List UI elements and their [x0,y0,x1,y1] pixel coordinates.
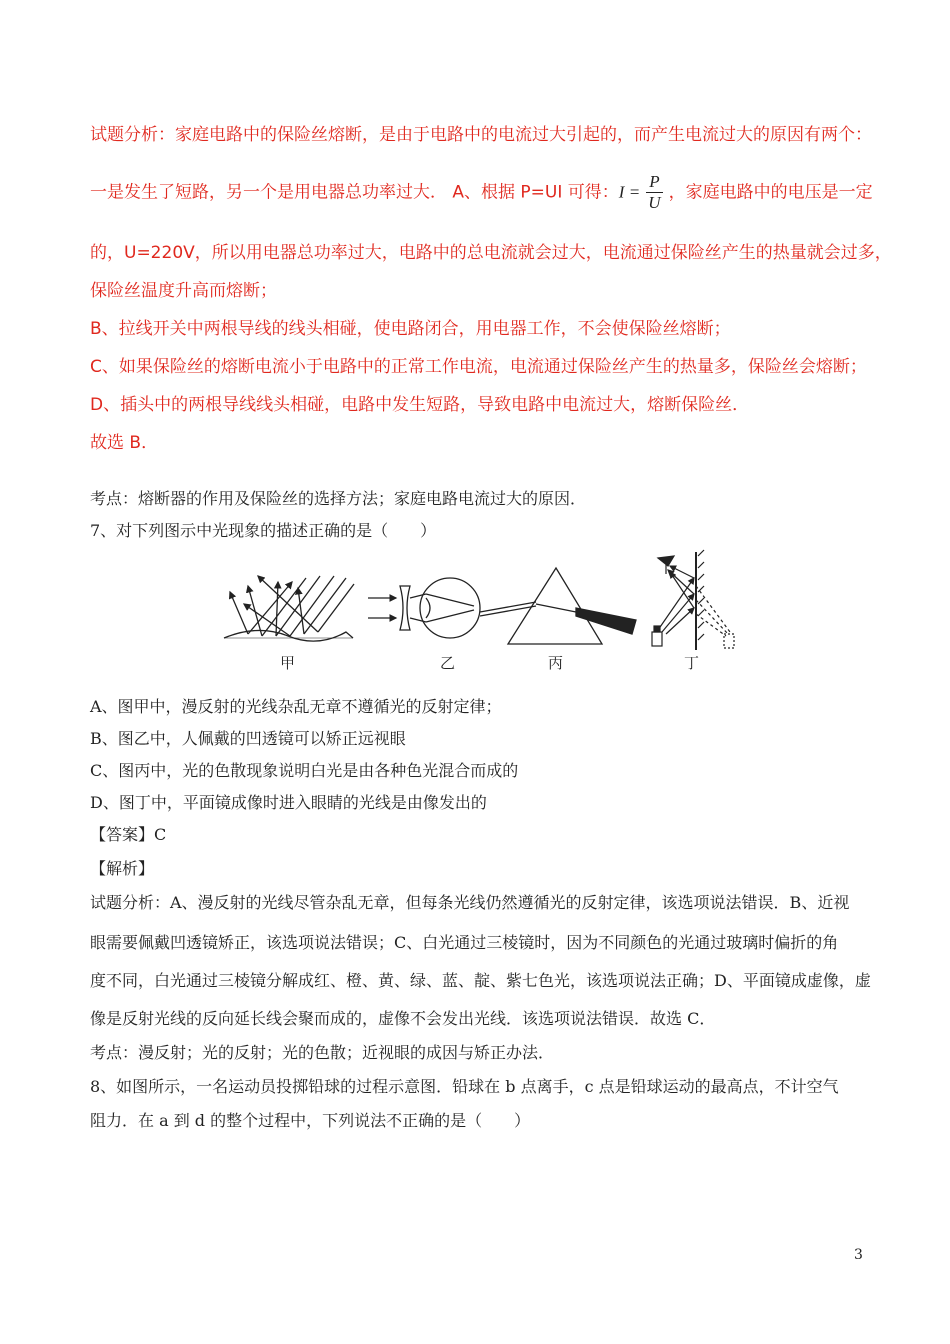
formula-fraction [646,172,662,213]
figure-bing [480,568,636,644]
q7-kaodian: 考点：漫反射；光的反射；光的色散；近视眼的成因与矫正办法． [90,1043,555,1062]
q7-option-b: B、图乙中，人佩戴的凹透镜可以矫正远视眼 [90,729,406,748]
analysis-line-6: C、如果保险丝的熔断电流小于电路中的正常工作电流，电流通过保险丝产生的热量多，保险丝会熔断； [90,357,867,377]
q7-analysis-line-2: 眼需要佩戴凹透镜矫正，该选项说法错误；C、白光通过三棱镜时，因为不同颜色的光通过玻璃时偏折的角 [90,933,839,952]
q7-option-d: D、图丁中，平面镜成像时进入眼睛的光线是由像发出的 [90,793,487,812]
fig-label-ding: 丁 [684,654,700,671]
analysis-line-5: B、拉线开关中两根导线的线头相碰，使电路闭合，用电器工作，不会使保险丝熔断； [90,319,731,339]
q7-analysis-line-4: 像是反射光线的反向延长线会聚而成的，虚像不会发出光线．该选项说法错误．故选 C． [90,1009,716,1028]
page-number: 3 [854,1247,863,1263]
q7-option-c: C、图丙中，光的色散现象说明白光是由各种色光混合而成的 [90,761,519,780]
analysis-line-1: 试题分析：家庭电路中的保险丝熔断，是由于电路中的电流过大引起的，而产生电流过大的原因有两个： [90,125,872,145]
analysis-line-8: 故选 B． [90,433,159,453]
formula-lhs: I = [618,182,641,202]
q7-analysis-line-1: 试题分析：A、漫反射的光线尽管杂乱无章，但每条光线仍然遵循光的反射定律，该选项说法错误．B、近视 [90,893,850,912]
formula-numerator: P [646,172,662,193]
figure-yi [368,578,480,638]
q7-answer: 【答案】C [90,825,167,844]
figure-jia [224,576,354,641]
fig-label-bing: 丙 [548,654,564,671]
q7-analysis-line-3: 度不同，白光通过三棱镜分解成红、橙、黄、绿、蓝、靛、紫七色光，该选项说法正确；D、平面镜成虚像，虚 [90,971,871,990]
analysis-line-2a: 一是发生了短路，另一个是用电器总功率过大． A、根据 P=UI 可得： [90,182,619,203]
q8-stem-line-1: 8、如图所示，一名运动员投掷铅球的过程示意图．铅球在 b 点离手，c 点是铅球运动的最高点，不计空气 [90,1077,839,1096]
q7-jiexi-heading: 【解析】 [90,859,155,878]
formula-denominator: U [648,193,661,212]
q8-stem-line-2: 阻力．在 a 到 d 的整个过程中，下列说法不正确的是（ ） [90,1111,531,1130]
figure-ding [652,550,734,650]
optics-figure [218,546,740,671]
analysis-line-2b: ，家庭电路中的电压是一定 [668,182,873,203]
q7-stem: 7、对下列图示中光现象的描述正确的是（ ） [90,521,437,540]
analysis-line-4: 保险丝温度升高而熔断； [90,281,277,301]
fig-label-jia: 甲 [280,654,296,671]
fig-label-yi: 乙 [440,654,456,671]
analysis-line-7: D、插头中的两根导线线头相碰，电路中发生短路，导致电路中电流过大，熔断保险丝． [90,395,750,415]
analysis-line-2 [90,172,873,213]
kaodian-6: 考点：熔断器的作用及保险丝的选择方法；家庭电路电流过大的原因． [90,489,587,508]
analysis-line-3: 的，U=220V，所以用电器总功率过大，电路中的总电流就会过大，电流通过保险丝产生的热量就会过多， [90,243,892,263]
q7-option-a: A、图甲中，漫反射的光线杂乱无章不遵循光的反射定律； [90,697,502,716]
